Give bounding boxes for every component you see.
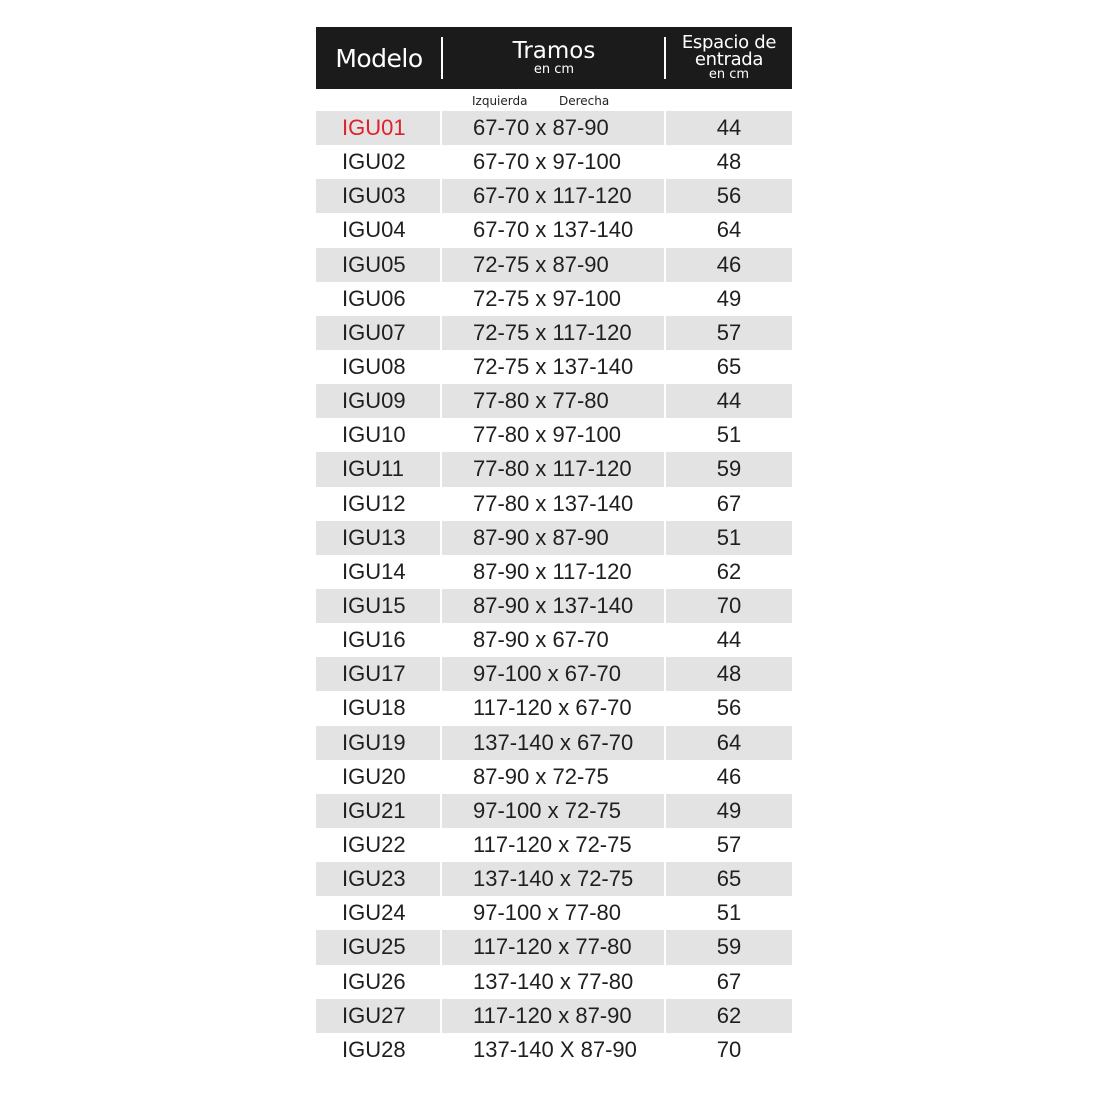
tramos-cell: 87-90 x 87-90 <box>442 521 664 555</box>
tramos-cell: 67-70 x 137-140 <box>473 217 634 243</box>
model-cell: IGU24 <box>342 900 406 926</box>
table-row <box>316 452 792 486</box>
table-row <box>316 384 792 418</box>
espacio-cell: 59 <box>666 452 792 486</box>
espacio-cell: 67 <box>716 490 742 516</box>
tramos-cell: 87-90 x 72-75 <box>473 763 609 789</box>
table-row <box>316 350 792 384</box>
header-modelo-label: Modelo <box>335 43 423 73</box>
subheader <box>316 89 792 111</box>
header-tramos-label: Tramos <box>512 38 596 64</box>
tramos-cell: 67-70 x 117-120 <box>442 179 664 213</box>
tramos-cell: 72-75 x 97-100 <box>473 285 621 311</box>
table-row <box>316 999 792 1033</box>
espacio-cell: 65 <box>716 353 742 379</box>
table-row <box>316 930 792 964</box>
tramos-cell: 137-140 x 67-70 <box>442 726 664 760</box>
model-cell: IGU07 <box>316 316 440 350</box>
espacio-cell: 49 <box>716 285 742 311</box>
table-row <box>316 179 792 213</box>
model-cell: IGU06 <box>342 285 406 311</box>
subheader-derecha: Derecha <box>559 94 610 108</box>
header-modelo <box>316 27 442 89</box>
espacio-cell: 44 <box>716 627 742 653</box>
tramos-cell: 77-80 x 77-80 <box>442 384 664 418</box>
size-table <box>316 27 792 1067</box>
espacio-cell: 44 <box>666 384 792 418</box>
model-cell: IGU03 <box>316 179 440 213</box>
model-cell: IGU08 <box>342 353 406 379</box>
tramos-cell: 77-80 x 137-140 <box>473 490 634 516</box>
espacio-cell: 56 <box>666 179 792 213</box>
table-row <box>316 145 792 179</box>
model-cell: IGU28 <box>342 1036 406 1062</box>
tramos-cell: 72-75 x 87-90 <box>442 248 664 282</box>
model-cell: IGU02 <box>342 149 406 175</box>
model-cell: IGU25 <box>316 930 440 964</box>
tramos-cell: 137-140 X 87-90 <box>473 1036 637 1062</box>
espacio-cell: 46 <box>666 248 792 282</box>
tramos-cell: 117-120 x 72-75 <box>473 831 632 857</box>
tramos-cell: 77-80 x 97-100 <box>473 422 621 448</box>
tramos-cell: 97-100 x 67-70 <box>442 657 664 691</box>
tramos-cell: 137-140 x 77-80 <box>473 968 634 994</box>
tramos-cell: 137-140 x 72-75 <box>442 862 664 896</box>
table-body <box>316 111 792 1067</box>
table-row <box>316 555 792 589</box>
table-row <box>316 726 792 760</box>
espacio-cell: 48 <box>666 657 792 691</box>
tramos-cell: 72-75 x 117-120 <box>442 316 664 350</box>
espacio-cell: 56 <box>716 695 742 721</box>
header-tramos-unit: en cm <box>533 62 575 77</box>
model-cell: IGU10 <box>342 422 406 448</box>
model-cell: IGU20 <box>342 763 406 789</box>
table-row <box>316 589 792 623</box>
espacio-cell: 57 <box>666 316 792 350</box>
tramos-cell: 87-90 x 137-140 <box>442 589 664 623</box>
table-row <box>316 521 792 555</box>
espacio-cell: 70 <box>716 1036 742 1062</box>
table-row <box>316 896 792 930</box>
model-cell: IGU19 <box>316 726 440 760</box>
tramos-cell: 97-100 x 72-75 <box>442 794 664 828</box>
model-cell: IGU23 <box>316 862 440 896</box>
table-header <box>316 27 792 89</box>
model-cell: IGU18 <box>342 695 406 721</box>
espacio-cell: 59 <box>666 930 792 964</box>
model-cell: IGU22 <box>342 831 406 857</box>
model-cell: IGU09 <box>316 384 440 418</box>
model-cell: IGU13 <box>316 521 440 555</box>
tramos-cell: 67-70 x 87-90 <box>442 111 664 145</box>
table-row <box>316 1033 792 1067</box>
header-espacio <box>666 27 792 89</box>
espacio-cell: 62 <box>666 999 792 1033</box>
table-row <box>316 487 792 521</box>
espacio-cell: 67 <box>716 968 742 994</box>
espacio-cell: 49 <box>666 794 792 828</box>
table-row <box>316 213 792 247</box>
espacio-cell: 70 <box>666 589 792 623</box>
table-row <box>316 691 792 725</box>
espacio-cell: 51 <box>716 422 742 448</box>
espacio-cell: 48 <box>716 149 742 175</box>
model-cell: IGU17 <box>316 657 440 691</box>
table-row <box>316 828 792 862</box>
model-cell: IGU04 <box>342 217 406 243</box>
model-cell: IGU21 <box>316 794 440 828</box>
table-row <box>316 794 792 828</box>
espacio-cell: 64 <box>666 726 792 760</box>
header-espacio-unit: en cm <box>708 67 750 82</box>
espacio-cell: 65 <box>666 862 792 896</box>
model-cell: IGU05 <box>316 248 440 282</box>
tramos-cell: 117-120 x 87-90 <box>442 999 664 1033</box>
model-cell: IGU01 <box>316 111 440 145</box>
table-row <box>316 657 792 691</box>
table-row <box>316 248 792 282</box>
model-cell: IGU15 <box>316 589 440 623</box>
espacio-cell: 51 <box>716 900 742 926</box>
subheader-izquierda: Izquierda <box>472 94 528 108</box>
table-row <box>316 760 792 794</box>
model-cell: IGU16 <box>342 627 406 653</box>
tramos-cell: 77-80 x 117-120 <box>442 452 664 486</box>
model-cell: IGU27 <box>316 999 440 1033</box>
tramos-cell: 67-70 x 97-100 <box>473 149 621 175</box>
tramos-cell: 97-100 x 77-80 <box>473 900 621 926</box>
table-row <box>316 316 792 350</box>
table-row <box>316 965 792 999</box>
header-espacio-line1: Espacio de <box>681 32 777 53</box>
table-row <box>316 282 792 316</box>
model-cell: IGU12 <box>342 490 406 516</box>
table-row <box>316 623 792 657</box>
tramos-cell: 87-90 x 117-120 <box>473 558 632 584</box>
espacio-cell: 51 <box>666 521 792 555</box>
tramos-cell: 117-120 x 77-80 <box>442 930 664 964</box>
table-row <box>316 418 792 452</box>
table-row <box>316 862 792 896</box>
model-cell: IGU26 <box>342 968 406 994</box>
espacio-cell: 62 <box>716 558 742 584</box>
espacio-cell: 44 <box>666 111 792 145</box>
tramos-cell: 117-120 x 67-70 <box>473 695 632 721</box>
model-cell: IGU11 <box>316 452 440 486</box>
table-row <box>316 111 792 145</box>
espacio-cell: 46 <box>716 763 742 789</box>
tramos-cell: 72-75 x 137-140 <box>473 353 634 379</box>
espacio-cell: 57 <box>716 831 742 857</box>
header-tramos <box>442 27 666 89</box>
espacio-cell: 64 <box>716 217 742 243</box>
header-espacio-line2: entrada <box>694 49 764 70</box>
tramos-cell: 87-90 x 67-70 <box>473 627 609 653</box>
model-cell: IGU14 <box>342 558 406 584</box>
